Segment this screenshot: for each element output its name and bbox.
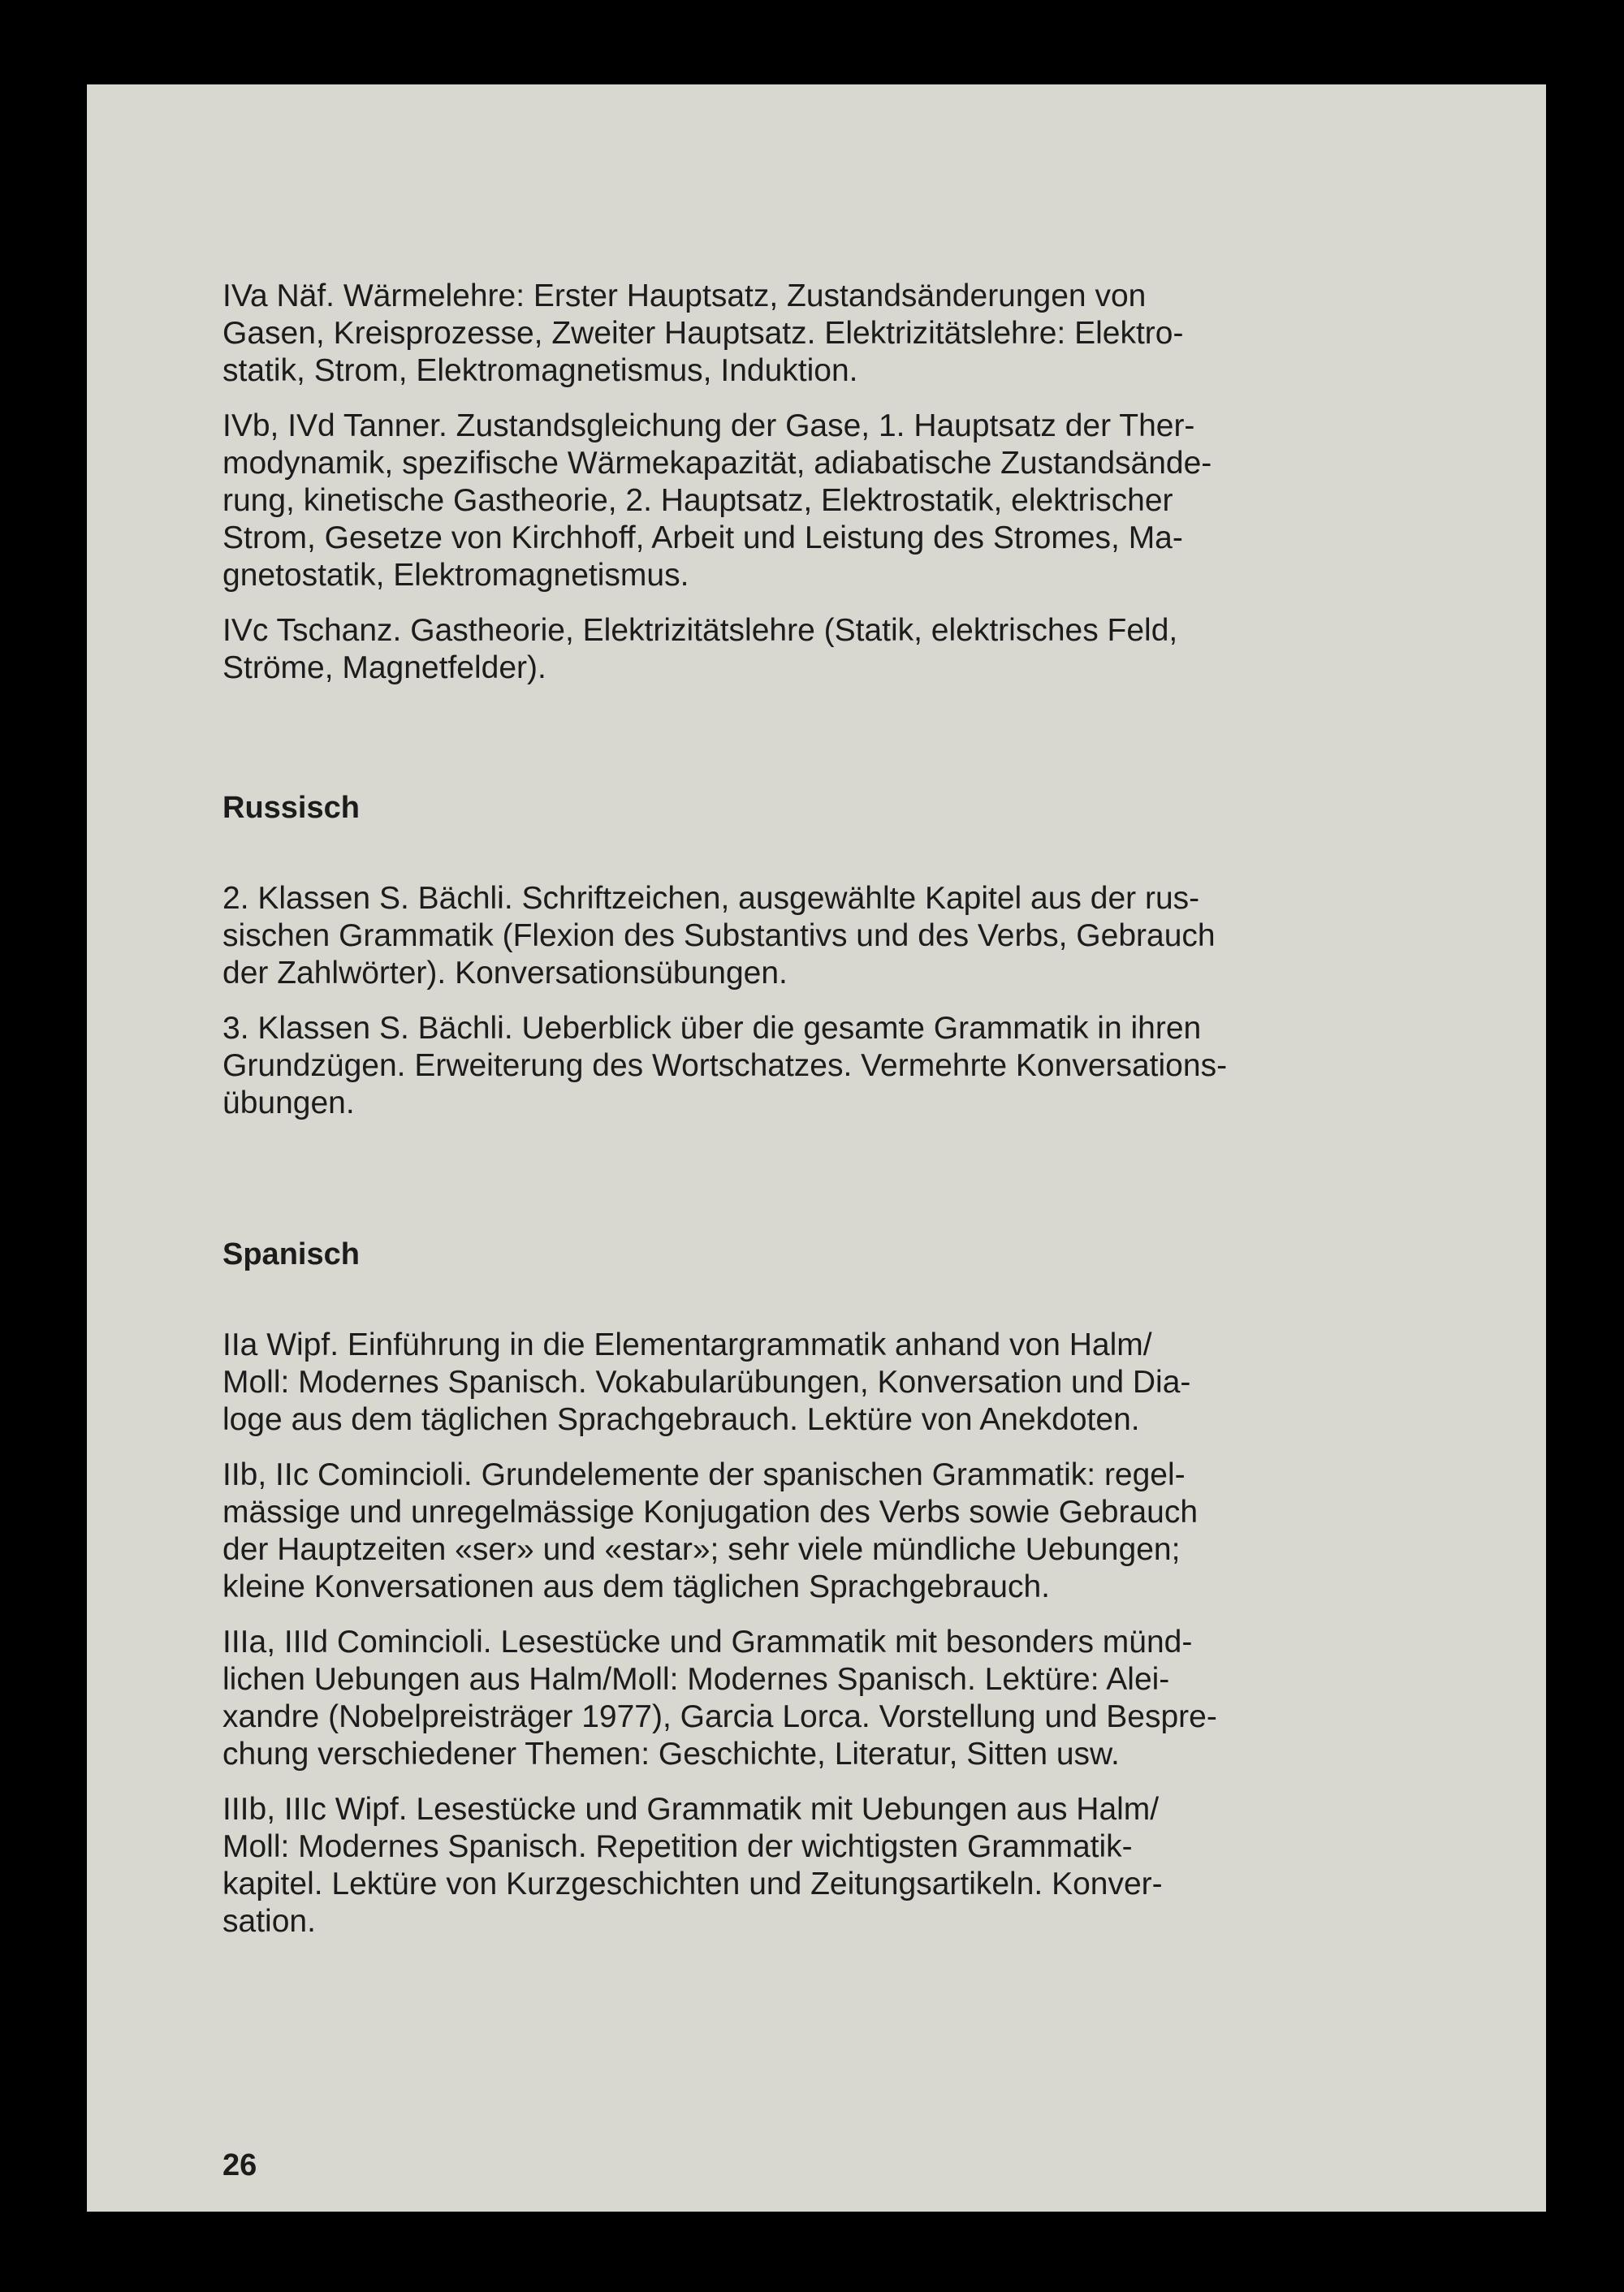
- spanisch-heading: Spanisch: [222, 1237, 360, 1271]
- text-line: loge aus dem täglichen Sprachgebrauch. Lektüre von Anekdoten.: [222, 1402, 1140, 1437]
- text-line: übungen.: [222, 1086, 355, 1120]
- text-line: IIa Wipf. Einführung in die Elementargrammatik anhand von Halm/: [222, 1327, 1152, 1362]
- text-line: chung verschiedener Themen: Geschichte, Literatur, Sitten usw.: [222, 1737, 1120, 1772]
- text-line: modynamik, spezifische Wärmekapazität, adiabatische Zustandsände-: [222, 446, 1212, 481]
- spanisch-section: [222, 1327, 1328, 1940]
- physics-section: [222, 278, 1328, 687]
- text-line: kapitel. Lektüre von Kurzgeschichten und Zeitungsartikeln. Konver-: [222, 1867, 1163, 1901]
- spanisch-paragraph-iib-iic: [222, 1457, 1328, 1606]
- spanisch-paragraph-iia: [222, 1327, 1328, 1439]
- text-line: der Zahlwörter). Konversationsübungen.: [222, 956, 788, 991]
- text-line: Ströme, Magnetfelder).: [222, 650, 546, 685]
- text-line: IIIb, IIIc Wipf. Lesestücke und Grammatik mit Uebungen aus Halm/: [222, 1792, 1160, 1827]
- text-line: Moll: Modernes Spanisch. Repetition der wichtigsten Grammatik-: [222, 1829, 1133, 1864]
- text-line: mässige und unregelmässige Konjugation des Verbs sowie Gebrauch: [222, 1495, 1199, 1530]
- text-line: rung, kinetische Gastheorie, 2. Hauptsatz, Elektrostatik, elektrischer: [222, 483, 1173, 518]
- text-line: Gasen, Kreisprozesse, Zweiter Hauptsatz. Elektrizitätslehre: Elektro-: [222, 316, 1184, 351]
- text-line: gnetostatik, Elektromagnetismus.: [222, 558, 689, 593]
- text-line: IIIa, IIId Comincioli. Lesestücke und Grammatik mit besonders münd-: [222, 1625, 1193, 1660]
- text-line: kleine Konversationen aus dem täglichen Sprachgebrauch.: [222, 1569, 1050, 1604]
- russisch-paragraph-3-klassen: [222, 1010, 1328, 1122]
- text-line: Grundzügen. Erweiterung des Wortschatzes. Vermehrte Konversations-: [222, 1048, 1228, 1083]
- russisch-section: [222, 880, 1328, 1122]
- text-line: 2. Klassen S. Bächli. Schriftzeichen, ausgewählte Kapitel aus der rus-: [222, 881, 1200, 916]
- russisch-paragraph-2-klassen: [222, 880, 1328, 992]
- page-number: 26: [222, 2148, 257, 2182]
- text-line: lichen Uebungen aus Halm/Moll: Modernes Spanisch. Lektüre: Alei-: [222, 1662, 1170, 1697]
- text-line: sation.: [222, 1904, 316, 1939]
- spanisch-paragraph-iiib-iiic: [222, 1791, 1328, 1940]
- spanisch-paragraph-iiia-iiid: [222, 1624, 1328, 1773]
- text-line: IIb, IIc Comincioli. Grundelemente der spanischen Grammatik: regel-: [222, 1457, 1186, 1492]
- text-line: 3. Klassen S. Bächli. Ueberblick über die gesamte Grammatik in ihren: [222, 1011, 1202, 1046]
- text-line: IVc Tschanz. Gastheorie, Elektrizitätslehre (Statik, elektrisches Feld,: [222, 613, 1178, 648]
- text-line: IVb, IVd Tanner. Zustandsgleichung der Gase, 1. Hauptsatz der Ther-: [222, 408, 1195, 443]
- russisch-heading: Russisch: [222, 791, 360, 825]
- page-content: [222, 278, 1328, 1940]
- text-line: sischen Grammatik (Flexion des Substantivs und des Verbs, Gebrauch: [222, 918, 1216, 953]
- physics-paragraph-ivc: [222, 612, 1328, 687]
- document-page: [87, 84, 1546, 2212]
- text-line: der Hauptzeiten «ser» und «estar»; sehr viele mündliche Uebungen;: [222, 1532, 1181, 1567]
- text-line: IVa Näf. Wärmelehre: Erster Hauptsatz, Zustandsänderungen von: [222, 278, 1147, 313]
- text-line: Strom, Gesetze von Kirchhoff, Arbeit und Leistung des Stromes, Ma-: [222, 520, 1183, 555]
- physics-paragraph-iva: [222, 278, 1328, 390]
- physics-paragraph-ivb-ivd: [222, 408, 1328, 594]
- text-line: statik, Strom, Elektromagnetismus, Induktion.: [222, 353, 858, 388]
- text-line: xandre (Nobelpreisträger 1977), Garcia Lorca. Vorstellung und Bespre-: [222, 1699, 1217, 1734]
- text-line: Moll: Modernes Spanisch. Vokabularübungen, Konversation und Dia-: [222, 1365, 1191, 1400]
